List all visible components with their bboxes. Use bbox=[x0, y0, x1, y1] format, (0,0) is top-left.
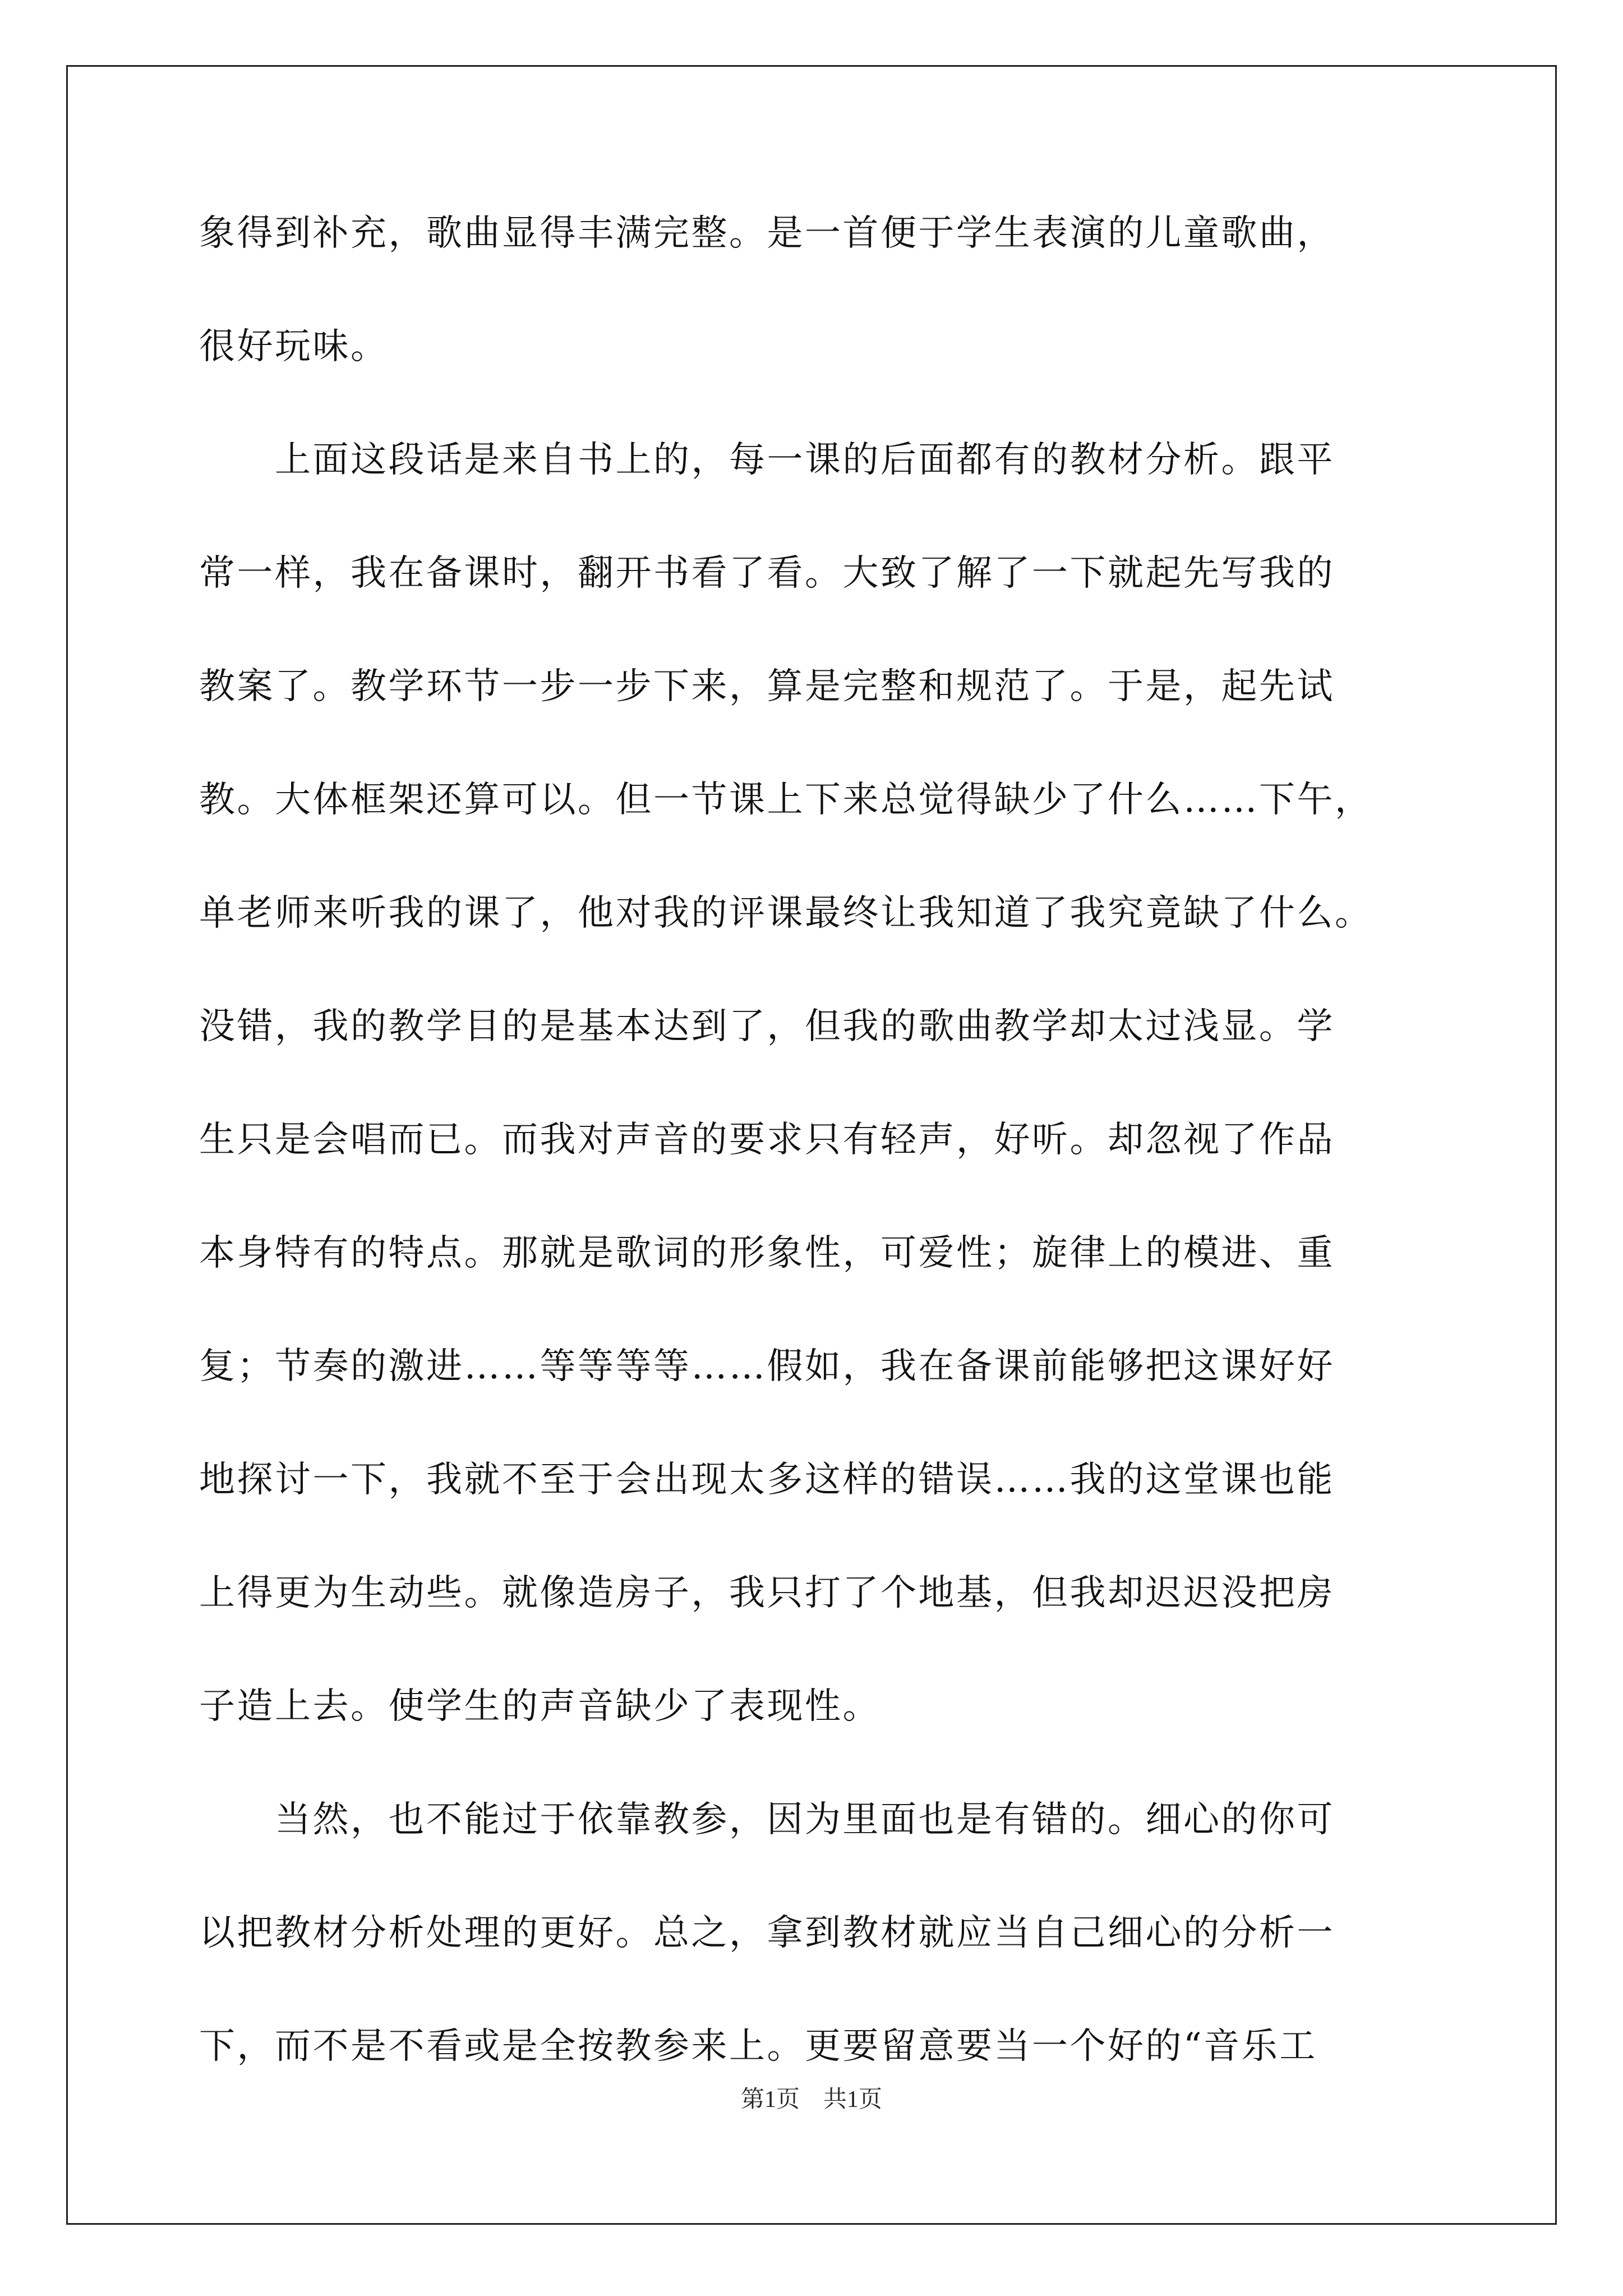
page-number-footer: 第1页 共1页 bbox=[740, 2087, 882, 2113]
text-line: 没错，我的教学目的是基本达到了，但我的歌曲教学却太过浅显。学 bbox=[199, 1006, 1335, 1047]
text-line: 本身特有的特点。那就是歌词的形象性，可爱性；旋律上的模进、重 bbox=[199, 1232, 1335, 1274]
text-line: 以把教材分析处理的更好。总之，拿到教材就应当自己细心的分析一 bbox=[199, 1912, 1335, 1954]
text-line: 单老师来听我的课了，他对我的评课最终让我知道了我究竟缺了什么。 bbox=[199, 892, 1373, 934]
text-line: 复；节奏的激进……等等等等……假如，我在备课前能够把这课好好 bbox=[199, 1346, 1335, 1387]
text-line: 生只是会唱而已。而我对声音的要求只有轻声，好听。却忽视了作品 bbox=[199, 1119, 1335, 1161]
text-line: 象得到补充，歌曲显得丰满完整。是一首便于学生表演的儿童歌曲， bbox=[199, 213, 1335, 254]
text-line: 教。大体框架还算可以。但一节课上下来总觉得缺少了什么……下午， bbox=[199, 779, 1373, 821]
text-line: 地探讨一下，我就不至于会出现太多这样的错误……我的这堂课也能 bbox=[199, 1459, 1335, 1501]
text-line: 上面这段话是来自书上的，每一课的后面都有的教材分析。跟平 bbox=[199, 439, 1335, 481]
text-line: 当然，也不能过于依靠教参，因为里面也是有错的。细心的你可 bbox=[199, 1799, 1335, 1841]
text-line: 上得更为生动些。就像造房子，我只打了个地基，但我却迟迟没把房 bbox=[199, 1572, 1335, 1614]
text-line: 常一样，我在备课时，翻开书看了看。大致了解了一下就起先写我的 bbox=[199, 553, 1335, 594]
text-line: 教案了。教学环节一步一步下来，算是完整和规范了。于是，起先试 bbox=[199, 666, 1335, 707]
text-line: 下，而不是不看或是全按教参来上。更要留意要当一个好的“音乐工 bbox=[199, 2026, 1317, 2067]
text-line: 子造上去。使学生的声音缺少了表现性。 bbox=[199, 1686, 880, 1727]
text-line: 很好玩味。 bbox=[199, 326, 389, 367]
